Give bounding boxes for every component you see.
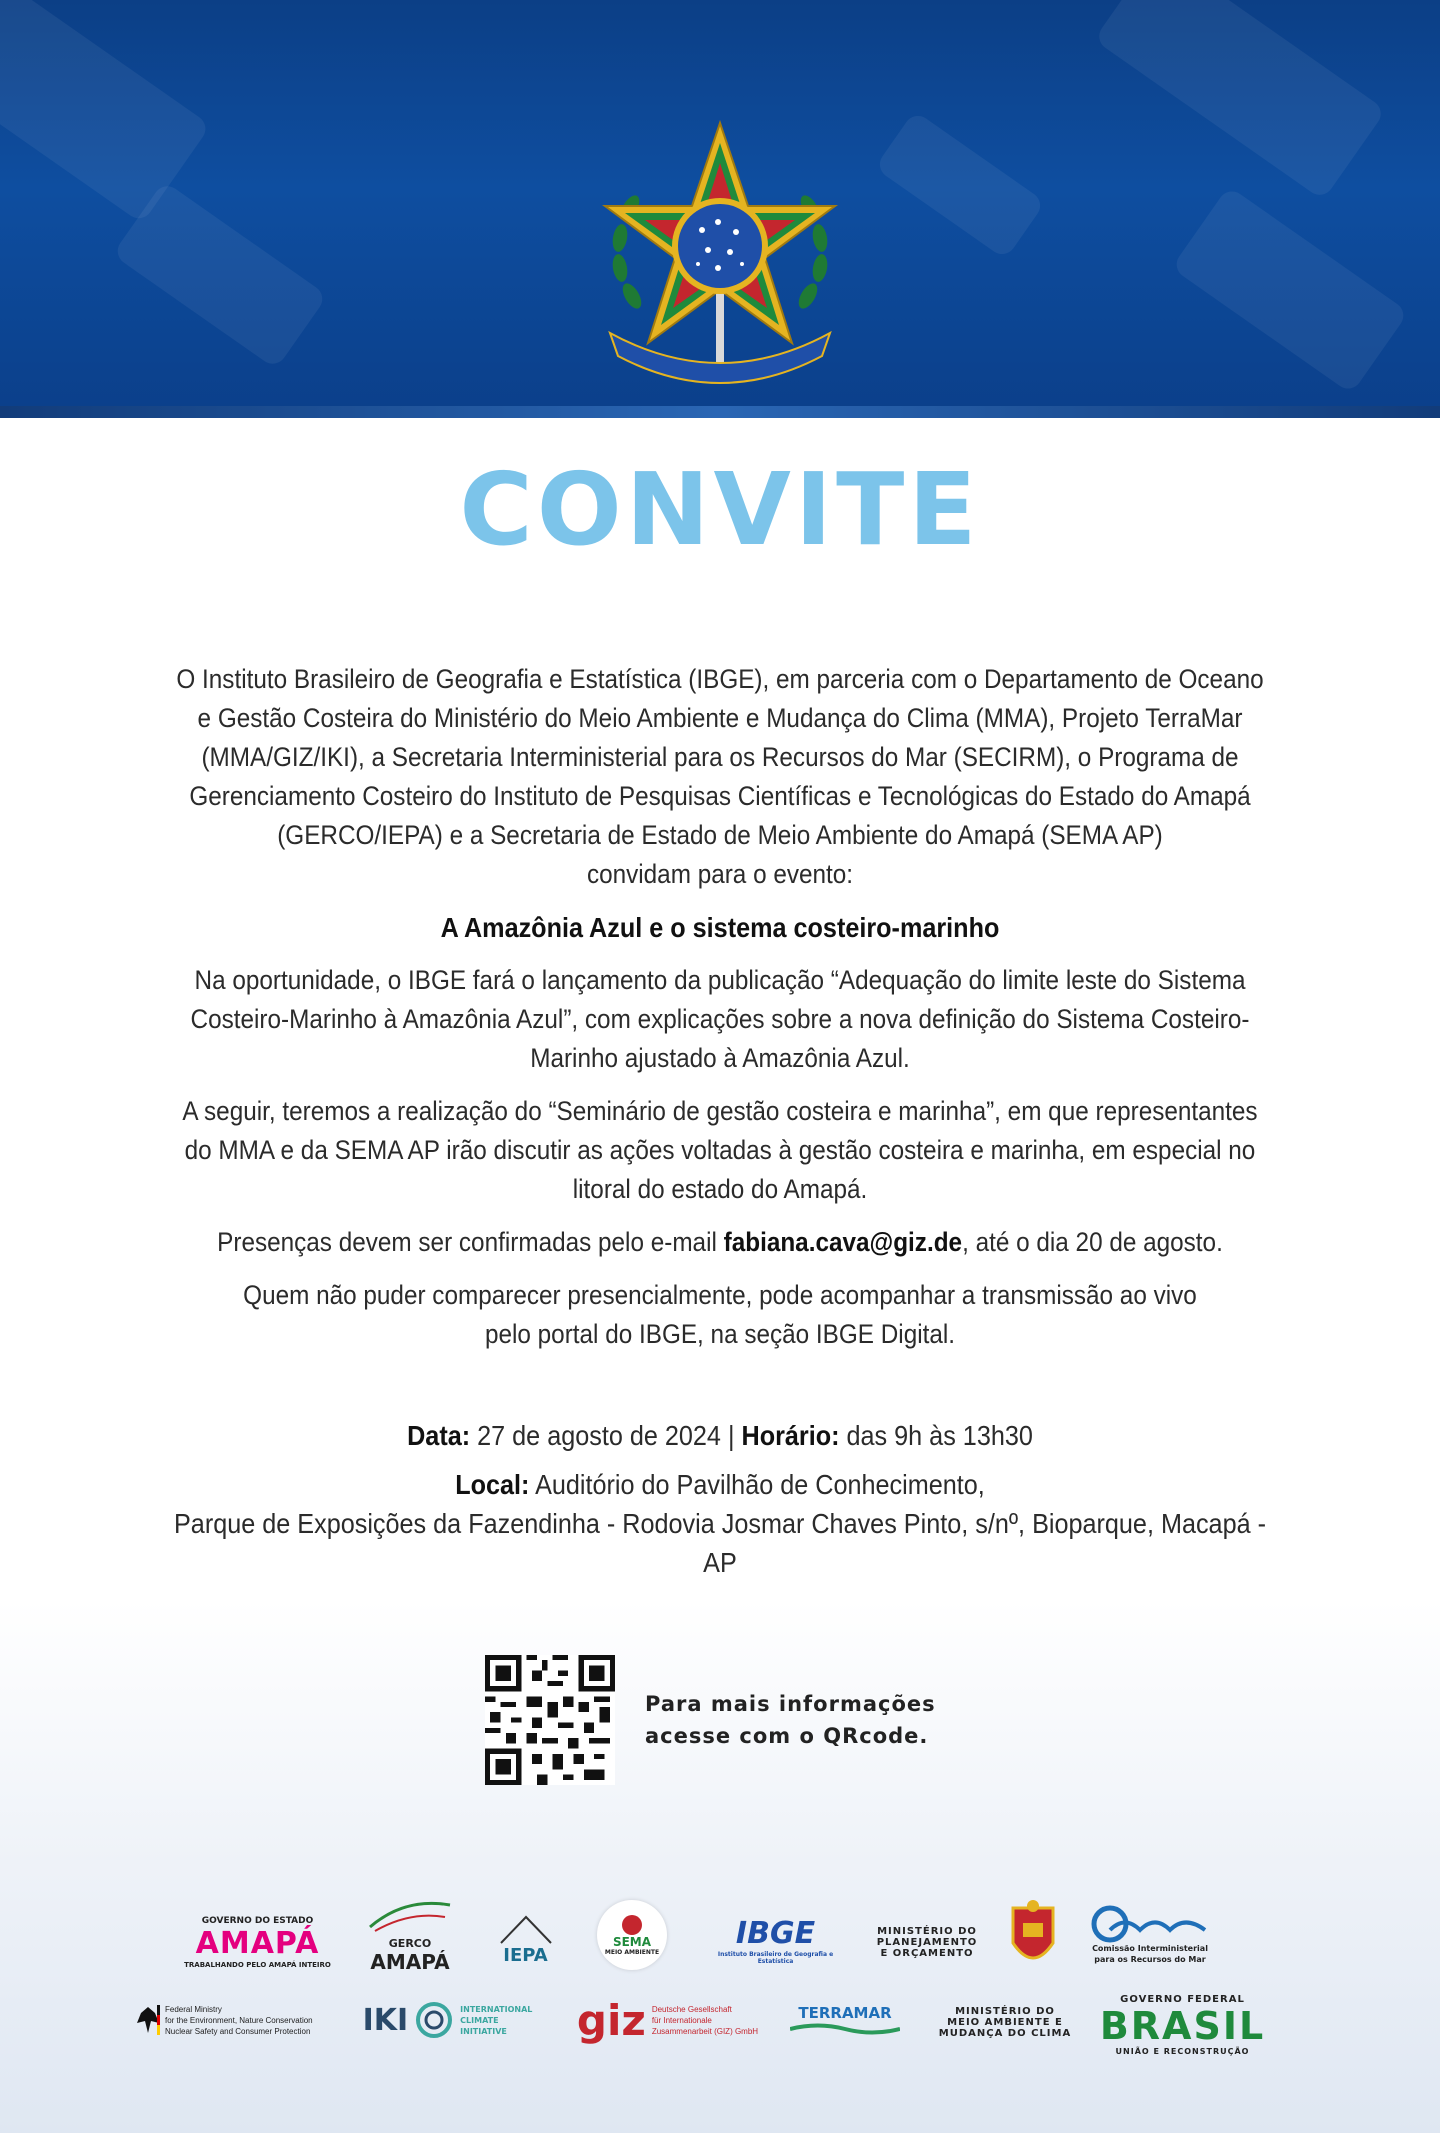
intro-paragraph — [171, 660, 1269, 894]
qr-caption-line: acesse com o QRcode. — [645, 1724, 929, 1748]
logo-text: AMAPÁ — [195, 1926, 320, 1961]
banner-decor — [1094, 0, 1386, 200]
cirm-wave-icon — [1090, 1905, 1210, 1943]
logo-text: IBGE — [735, 1915, 816, 1951]
iki-text — [460, 2004, 532, 2037]
stream-line: pelo portal do IBGE, na seção IBGE Digital. — [484, 1319, 956, 1349]
logo-text: Deutsche Gesellschaft — [651, 2004, 732, 2014]
logo-text: MEIO AMBIENTE — [604, 1948, 660, 1956]
logo-text: para os Recursos do Mar — [1094, 1955, 1206, 1964]
seminar-paragraph — [171, 1092, 1269, 1209]
logo-text: MEIO AMBIENTE E — [947, 2017, 1063, 2028]
logo-cirm — [1085, 1895, 1215, 1975]
iepa-icon — [496, 1915, 556, 1945]
launch-paragraph — [171, 961, 1269, 1078]
logo-text: für Internationale — [651, 2015, 712, 2025]
german-eagle-icon — [135, 2005, 161, 2035]
bmu-text — [165, 2004, 313, 2037]
logo-text: GOVERNO DO ESTADO — [201, 1916, 314, 1926]
qr-code[interactable] — [485, 1655, 615, 1785]
page-title: CONVITE — [459, 451, 981, 568]
logo-gerco-amapa — [360, 1890, 460, 1980]
place-value: Auditório do Pavilhão de Conhecimento, — [529, 1469, 985, 1500]
logo-text: TRABALHANDO PELO AMAPÁ INTEIRO — [184, 1961, 331, 1969]
logo-text: Nuclear Safety and Consumer Protection — [165, 2026, 311, 2036]
qr-caption-line: Para mais informações — [645, 1692, 936, 1716]
rsvp-email-link[interactable]: fabiana.cava@giz.de — [723, 1227, 963, 1257]
logo-ministerio-meio-ambiente — [930, 1995, 1080, 2050]
intro-line: (GERCO/IEPA) e a Secretaria de Estado de Meio Ambiente do Amapá (SEMA AP) — [277, 820, 1163, 850]
seminar-line: litoral do estado do Amapá. — [572, 1174, 868, 1204]
intro-line: convidam para o evento: — [586, 859, 854, 889]
logo-text: MUDANÇA DO CLIMA — [938, 2028, 1072, 2039]
logo-text: MINISTÉRIO DO — [877, 1926, 977, 1937]
logo-giz — [565, 1995, 770, 2045]
event-details — [171, 1416, 1269, 1582]
gerco-swoosh-icon — [365, 1897, 455, 1937]
logo-iepa — [478, 1900, 573, 1980]
launch-line: Marinho ajustado à Amazônia Azul. — [530, 1043, 910, 1073]
stream-line: Quem não puder comparecer presencialmente, pode acompanhar a transmissão ao vivo — [243, 1280, 1197, 1310]
logo-text: Instituto Brasileiro de Geografia e Estatística — [717, 1950, 834, 1965]
banner-decor — [1171, 186, 1409, 394]
logo-governo-amapa — [180, 1905, 335, 1980]
logo-terramar — [785, 1995, 905, 2045]
logo-text: PLANEJAMENTO — [876, 1937, 978, 1948]
logo-text: BRASIL — [1099, 2004, 1266, 2048]
logo-text: Zusammenarbeit (GIZ) GmbH — [651, 2026, 759, 2036]
rsvp-paragraph — [171, 1223, 1269, 1262]
address: Parque de Exposições da Fazendinha - Rodovia Josmar Chaves Pinto, s/nº, Bioparque, Macapá - AP — [173, 1508, 1267, 1578]
logo-bmu — [135, 1995, 335, 2045]
logo-text: CLIMATE — [460, 2015, 499, 2025]
iki-circle-icon — [414, 2000, 454, 2040]
logo-ministerio-planejamento — [872, 1915, 982, 1970]
logo-ibge — [703, 1915, 848, 1965]
logo-text: Comissão Interministerial — [1092, 1944, 1208, 1953]
logo-text: MINISTÉRIO DO — [955, 2006, 1055, 2017]
intro-line: e Gestão Costeira do Ministério do Meio Ambiente e Mudança do Clima (MMA), Projeto TerraMar — [197, 703, 1243, 733]
banner-decor — [112, 181, 327, 369]
place-label: Local: — [455, 1469, 530, 1500]
logo-text: for the Environment, Nature Conservation — [165, 2015, 313, 2025]
logo-text: SEMA — [612, 1934, 652, 1949]
intro-line: O Instituto Brasileiro de Geografia e Estatística (IBGE), em parceria com o Departamento de Oceano — [176, 664, 1264, 694]
date-label: Data: — [407, 1420, 471, 1451]
giz-text — [652, 2004, 758, 2037]
seminar-line: do MMA e da SEMA AP irão discutir as ações voltadas à gestão costeira e marinha, em especial no — [184, 1135, 1256, 1165]
banner-strip — [0, 406, 1440, 418]
qr-caption — [645, 1688, 965, 1752]
invitation-body — [171, 660, 1269, 1592]
location-line — [171, 1465, 1269, 1582]
seminar-line: A seguir, teremos a realização do “Seminário de gestão costeira e marinha”, em que representantes — [182, 1096, 1258, 1126]
intro-line: (MMA/GIZ/IKI), a Secretaria Interministerial para os Recursos do Mar (SECIRM), o Programa de — [201, 742, 1239, 772]
time-value: das 9h às 13h30 — [839, 1420, 1033, 1451]
logo-text: AMAPÁ — [370, 1949, 450, 1974]
logo-text: TERRAMAR — [798, 2004, 892, 2022]
logo-sema — [597, 1900, 667, 1970]
navy-shield-icon — [1008, 1898, 1058, 1973]
launch-line: Costeiro-Marinho à Amazônia Azul”, com explicações sobre a nova definição do Sistema Costeiro- — [190, 1004, 1250, 1034]
rsvp-text: , até o dia 20 de agosto. — [962, 1227, 1223, 1257]
logo-text: IKI — [362, 2002, 409, 2038]
header-banner — [0, 0, 1440, 418]
rsvp-text: Presenças devem ser confirmadas pelo e-mail — [217, 1227, 724, 1257]
logo-governo-federal — [1095, 1985, 1270, 2065]
sema-icon — [622, 1915, 642, 1935]
time-label: Horário: — [741, 1420, 840, 1451]
logo-text: E ORÇAMENTO — [880, 1948, 974, 1959]
date-time-line — [171, 1416, 1269, 1455]
intro-line: Gerenciamento Costeiro do Instituto de Pesquisas Científicas e Tecnológicas do Estado do Amapá — [189, 781, 1251, 811]
logo-text: GOVERNO FEDERAL — [1120, 1994, 1245, 2005]
stream-paragraph — [171, 1276, 1269, 1354]
logo-text: giz — [576, 1995, 646, 2045]
logo-navy-shield — [1005, 1895, 1060, 1975]
logo-text: UNIÃO E RECONSTRUÇÃO — [1115, 2047, 1250, 2056]
coat-of-arms-icon — [590, 118, 850, 388]
banner-decor — [874, 110, 1045, 259]
event-title: A Amazônia Azul e o sistema costeiro-marinho — [440, 912, 1000, 943]
logo-text: Federal Ministry — [165, 2004, 222, 2014]
date-value: 27 de agosto de 2024 | — [470, 1420, 742, 1451]
logo-text: INITIATIVE — [460, 2026, 507, 2036]
logo-text: INTERNATIONAL — [460, 2004, 533, 2014]
logo-iki — [350, 1995, 545, 2045]
banner-decor — [0, 0, 211, 224]
logo-text: GERCO — [388, 1936, 432, 1950]
logo-text: IEPA — [503, 1944, 548, 1966]
launch-line: Na oportunidade, o IBGE fará o lançamento da publicação “Adequação do limite leste do Sistema — [194, 965, 1246, 995]
terramar-wave-icon — [790, 2022, 900, 2036]
partner-logos — [0, 1880, 1440, 2080]
